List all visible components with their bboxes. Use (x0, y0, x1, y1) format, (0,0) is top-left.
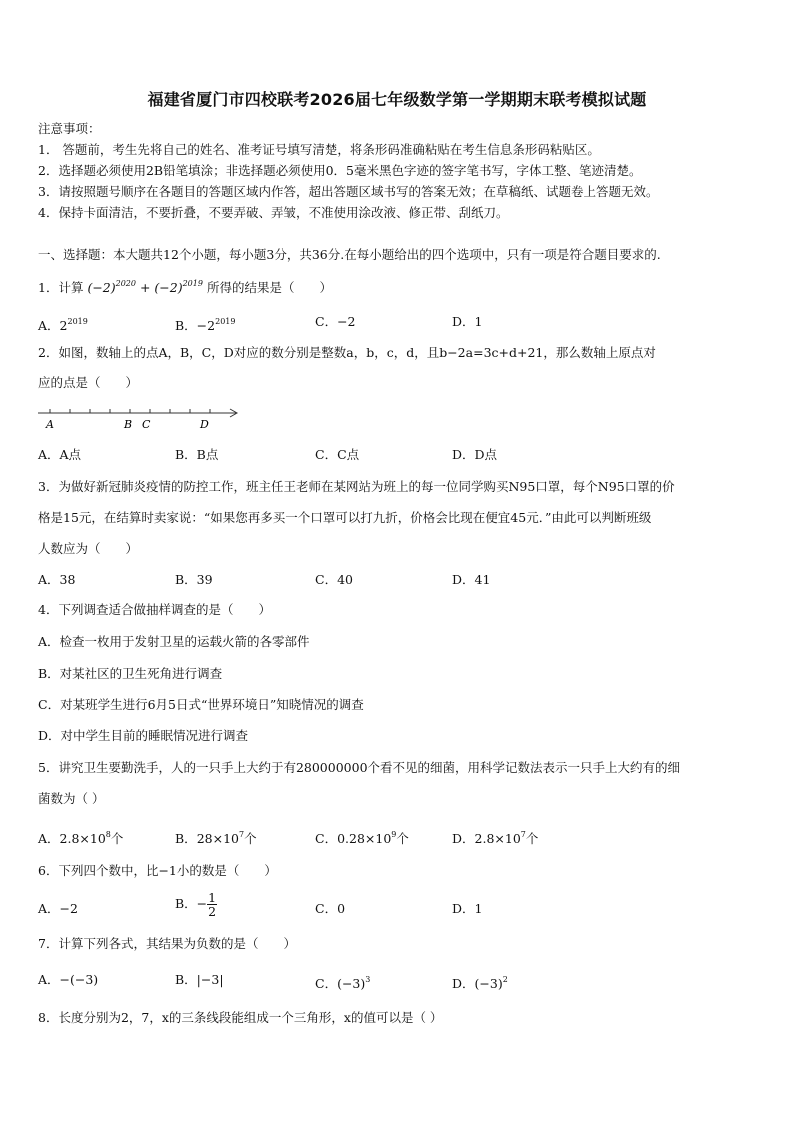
q8-stem: 8．长度分别为2，7，x的三条线段能组成一个三角形，x的值可以是（ ） (38, 1010, 443, 1025)
q1-option-c[interactable]: C．−2 (315, 314, 356, 329)
point-c-label: C (142, 418, 151, 431)
q1-option-d[interactable]: D．1 (452, 314, 483, 329)
q2-line-1: 2．如图，数轴上的点A，B，C，D对应的数分别是整数a，b，c，d，且b−2a=3c+d+21，那么数轴上原点对 (38, 345, 656, 360)
page-title: 福建省厦门市四校联考2026届七年级数学第一学期期末联考模拟试题 (147, 90, 647, 109)
q1-suffix: 所得的结果是（ ） (206, 280, 332, 295)
q5-option-a[interactable]: A．$2.8\times 10^8$个 (38, 830, 124, 846)
q6-fraction: $\frac{1}{2}$ (208, 890, 217, 919)
q2-option-c[interactable]: C．C点 (315, 447, 360, 462)
q4-option-c[interactable]: C．对某班学生进行6月5日式“世界环境日”知晓情况的调查 (38, 697, 364, 712)
q2-option-d[interactable]: D．D点 (452, 447, 498, 462)
point-b-label: B (124, 418, 133, 431)
q3-option-c[interactable]: C．40 (315, 572, 353, 587)
q7-option-a[interactable]: A．−(−3) (38, 972, 99, 987)
q6-option-c[interactable]: C．0 (315, 901, 346, 916)
q4-option-d[interactable]: D．对中学生目前的睡眠情况进行调查 (38, 728, 249, 743)
q4-stem: 4．下列调查适合做抽样调查的是（ ） (38, 602, 271, 617)
section-heading: 一、选择题：本大题共12个小题，每小题3分，共36分.在每小题给出的四个选项中，只有一项是符合题目要求的. (38, 247, 661, 262)
q3-option-d[interactable]: D．41 (452, 572, 491, 587)
q1-option-b[interactable]: B．$-2^{2019}$ (175, 317, 236, 333)
point-d-label: D (200, 418, 209, 431)
q3-line-2: 格是15元，在结算时卖家说：“如果您再多买一个口罩可以打九折，价格会比现在便宜45元．”由此可以判断班级 (38, 510, 652, 525)
q2-line-2: 应的点是（ ） (38, 375, 139, 390)
q3-line-3: 人数应为（ ） (38, 541, 139, 556)
q6-stem: 6．下列四个数中，比−1小的数是（ ） (38, 863, 277, 878)
q2-option-a[interactable]: A．A点 (38, 447, 82, 462)
notice-item-3: 3．请按照题号顺序在各题目的答题区域内作答，超出答题区域书写的答案无效；在草稿纸、试题卷上答题无效。 (38, 184, 659, 199)
q6-option-b[interactable]: B．− $\frac{1}{2}$ (175, 890, 217, 919)
notice-item-4: 4．保持卡面清洁，不要折叠，不要弄破、弄皱，不准使用涂改液、修正带、刮纸刀。 (38, 205, 509, 220)
q5-option-c[interactable]: C．$0.28\times 10^9$个 (315, 830, 409, 846)
q6-option-d[interactable]: D．1 (452, 901, 483, 916)
number-line-figure (36, 404, 246, 434)
q5-option-b[interactable]: B．$28\times 10^7$个 (175, 830, 257, 846)
question-1 (38, 276, 332, 296)
q5-option-d[interactable]: D．$2.8\times 10^7$个 (452, 830, 539, 846)
q5-line-2: 菌数为（ ） (38, 791, 105, 806)
q1-prefix: 1．计算 (38, 280, 84, 295)
q4-option-b[interactable]: B．对某社区的卫生死角进行调查 (38, 666, 223, 681)
q7-option-d[interactable]: D．$(-3)^2$ (452, 975, 508, 991)
point-a-label: A (46, 418, 54, 431)
q4-option-a[interactable]: A．检查一枚用于发射卫星的运载火箭的各零部件 (38, 634, 310, 649)
q6-option-a[interactable]: A．−2 (38, 901, 78, 916)
q3-option-a[interactable]: A．38 (38, 572, 76, 587)
q1-option-a[interactable]: A．$2^{2019}$ (38, 317, 88, 333)
q2-option-b[interactable]: B．B点 (175, 447, 219, 462)
notice-item-1: 1． 答题前，考生先将自己的姓名、准考证号填写清楚，将条形码准确粘贴在考生信息条形码粘贴区。 (38, 142, 600, 157)
notice-item-2: 2．选择题必须使用2B铅笔填涂；非选择题必须使用0．5毫米黑色字迹的签字笔书写，字体工整、笔迹清楚。 (38, 163, 642, 178)
q5-line-1: 5．讲究卫生要勤洗手，人的一只手上大约于有280000000个看不见的细菌，用科学记数法表示一只手上大约有的细 (38, 760, 681, 775)
notice-heading: 注意事项： (38, 121, 101, 136)
q3-line-1: 3．为做好新冠肺炎疫情的防控工作，班主任王老师在某网站为班上的每一位同学购买N95口罩，每个N95口罩的价 (38, 479, 675, 494)
q7-stem: 7．计算下列各式，其结果为负数的是（ ） (38, 936, 296, 951)
q7-option-b[interactable]: B．|−3| (175, 972, 224, 987)
q3-option-b[interactable]: B．39 (175, 572, 213, 587)
number-line-ticks (50, 409, 210, 413)
q1-expression: $(-2)^{2020} + (-2)^{2019}$ (87, 279, 203, 295)
q7-option-c[interactable]: C．$(-3)^3$ (315, 975, 371, 991)
